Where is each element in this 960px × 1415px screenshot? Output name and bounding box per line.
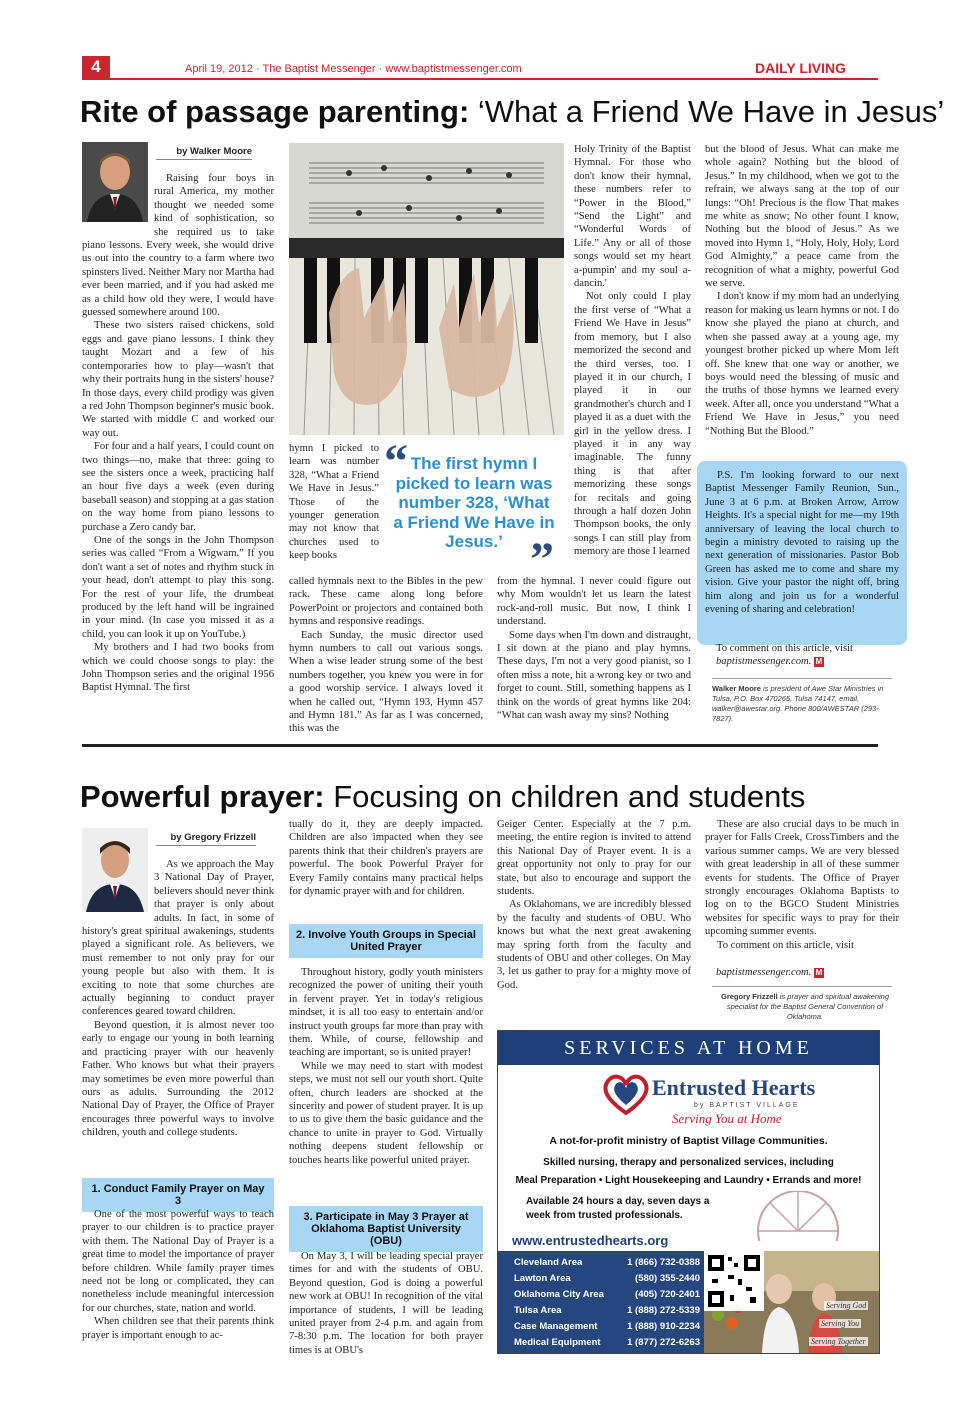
paragraph: Holy Trinity of the Baptist Hymnal. For those who don't know their hymnal, these numbers refer to “Power in the Blood,” “Send the Light” and “Wonderful Words of Life.” Any or all of those songs would set my heart a-pumpin' and my soul a-dancin.' [574,144,691,290]
article2-column-2-mid [289,966,483,1196]
article1-column-1 [82,172,274,740]
subhead-3: 3. Participate in May 3 Prayer at Oklahoma Baptist University (OBU) [289,1206,483,1252]
paragraph: Raising four boys in rural America, my mother thought we needed some kind of sophistication, so she required us to take piano lessons. Every week, she would drive us out into the country to a farm where two spinsters lived. Neither Mary nor Martha had ever been married, and if you had asked me as a child how old they were, I would have guessed somewhere around 100. [82,173,274,319]
article2-column-1-after [82,1208,274,1358]
article1-headline-bold: Rite of passage parenting: [80,94,470,129]
article1-column-3-bottom [497,575,691,740]
article2-column-2-top [289,818,483,914]
ad-mission: A not-for-profit ministry of Baptist Village Communities. [549,1135,828,1147]
bio-name: Walker Moore [712,684,761,693]
wheel-decoration-icon [708,1191,858,1241]
ad-tagline: Serving You at Home [672,1111,782,1126]
location-row: Medical Equipment 1 (877) 272-6263 [514,1337,700,1348]
subhead-2: 2. Involve Youth Groups in Special United Prayer [289,924,483,958]
paragraph: Not only could I play the first verse of “What a Friend We Have in Jesus” from memory, but I also memorized the second and the third verses, too. I played it in our church, I played it in our grandmother's church and I played it as a duet with the girl in the yellow dress. I played it in any way imaginable. The funny thing is that after memorizing these songs for recitals and going through a half dozen John Thompson books, the only songs I can still play from memory are those I learned [574,291,691,558]
location-row: Case Management 1 (888) 910-2234 [514,1321,700,1332]
close-quote-icon: ” [530,533,554,586]
article1-byline: by Walker Moore [156,146,252,160]
piano-hands-image [289,143,564,435]
location-row: Cleveland Area 1 (866) 732-0388 [514,1257,700,1268]
comment-text: To comment on this article, visit [716,643,853,654]
article1-column-3-top [574,143,691,575]
article-divider [82,744,878,747]
paragraph: Geiger Center. Especially at the 7 p.m. meeting, the entire region is invited to attend this National Day of Prayer event. It is a great opportunity not only to pray for our state, but also to encourage and support the students. [497,819,691,898]
pull-quote-text: The first hymn I picked to learn was number 328, ‘What a Friend We Have in Jesus.’ [393,454,555,551]
article2-column-1 [82,858,274,1170]
paragraph: For four and a half years, I could count on two things—no, make that three: going to see the sisters once a week, practicing half an hour five days a week (even during baseball season) and stopping at a gas station on the way home from piano lessons to purchase a Zero candy bar. [82,441,274,533]
bio-text: is president of Awe Star Ministries in Tulsa, P.O. Box 470265, Tulsa 74147, email, walker@awestar.org. Phone 800/AWESTAR (293-7827). [712,684,884,723]
sign-1: Serving God [826,1301,867,1310]
paragraph: Each Sunday, the music director used hymn numbers to call out various songs. When a wise leader strung some of the best numbers together, you knew you were in for a good worship service. I always loved it when he called out, “Hymn 193, Hymn 457 and Hymn 181.” As far as I was concerned, this was the [289,629,483,735]
subhead-1: 1. Conduct Family Prayer on May 3 [82,1178,274,1212]
paragraph: Throughout history, godly youth ministers recognized the power of uniting their youth in fervent prayer. Yet in today's religious mindset, it is all too easy to entertain and/or instruct youth groups far more than pray with them. While, of course, fellowship and teaching are important, so is united prayer! [289,967,483,1059]
article2-author-bio [712,992,898,1022]
paragraph: Some days when I'm down and distraught, I sit down at the piano and play hymns. These days, I'm not a very good pianist, so I often miss a note, hit a wrong key or two and forget to count. Still, something happens as I think on the words of great hymns like 204: “What can wash away my sins? Nothing [497,629,691,722]
ps-box [697,461,907,645]
piano-photo [289,143,564,435]
article2-headline-bold: Powerful prayer: [80,779,325,814]
bio-name: Gregory Frizzell [721,992,778,1001]
entrusted-hearts-ad[interactable] [497,1030,880,1354]
paragraph: These are also crucial days to be much in prayer for Falls Creek, CrossTimbers and the various summer camps. We are very blessed with great leadership in all of these summer events for students. The Office of Prayer strongly encourages Oklahoma Baptists to log on to the BGCO Student Ministries websites for specific ways to pray for their upcoming summer events. [705,819,899,938]
open-quote-icon: “ [384,435,408,488]
paragraph: When children see that their parents think prayer is important enough to ac- [82,1316,274,1341]
ps-text: P.S. I'm looking forward to our next Baptist Messenger Family Reunion, Sun., June 3 at 6 p.m. at Broken Arrow, Arrow Heights. It's a special night for me—my 19th anniversary of leaving the local church to begin a ministry devoted to raising up the next generation of missionaries. Pastor Bob Green has asked me to come and share my vision. Give your pastor the night off, bring him along and join us for a wonderful evening of sharing and celebration! [705,470,899,616]
header-rule [82,78,878,80]
section-label: DAILY LIVING [755,60,847,76]
paragraph: One of the songs in the John Thompson series was called “From a Wigwam.” If you don't want a set of notes and rhythm stuck in your head, don't attempt to play this song. For the rest of your life, the drumbeat produced by the left hand will be ingrained in your mind. (In case you missed it as a child, you can look it up on YouTube.) [82,534,274,640]
paragraph: As we approach the May 3 National Day of Prayer, believers should never think that prayer is only about adults. In fact, in some of history's great spiritual awakenings, students played a significant role. As believers, we must remember to not only pray for our young people but also with them. It is exciting to note that some churches are actually beginning to conduct prayer conferences geared toward children. [82,859,274,1018]
ad-photo [704,1251,879,1353]
messenger-logo-icon: M [815,656,823,666]
article2-column-3 [497,818,691,998]
article1-comment [716,642,896,669]
paragraph: While we may need to start with modest steps, we must not sell our youth short. Quite often, church leaders are shocked at the sincerity and power of student prayer. It is up to us to give them the basic guidance and the chance to unite in prayer to God. Virtually nothing deepens student fellowship or touches hearts like powerful united prayer. [289,1060,483,1166]
paragraph: tually do it, they are deeply impacted. Children are also impacted when they see parents think that their children's prayers are powerful. The book Powerful Prayer for Every Family contains many practical helps for dynamic prayer with and for children. [289,819,483,898]
article2-byline: by Gregory Frizzell [156,832,256,846]
article2-headline [80,779,805,815]
article2-column-2-end [289,1250,483,1358]
paragraph: These two sisters raised chickens, sold eggs and gave piano lessons. I think they taught Mozart and a few of his contemporaries how to play—wasn't that why their portraits hung in the sisters' house? In those days, every child prodigy was given a red John Thompson beginner's music book. We started with middle C and worked our way out. [82,320,274,439]
sign-2: Serving You [821,1319,860,1328]
header-website-link[interactable]: www.baptistmessenger.com [385,63,522,75]
paragraph: but the blood of Jesus. What can make me whole again? Nothing but the blood of Jesus.” In my childhood, when we got to the refrain, we always sang at the top of our lungs: “Oh! Precious is the flow That makes me white as snow; No other fount I know, Nothing but the blood of Jesus.” As we moved into Hymn 1, “Holy, Holy, Holy, Lord God Almighty,” a peace came from the recognition of what a mighty, powerful God we serve. [705,144,899,290]
ad-banner: SERVICES AT HOME [498,1031,879,1065]
comment-link[interactable]: baptistmessenger.com. [716,967,812,978]
ad-services: Meal Preparation • Light Housekeeping and Laundry • Errands and more! [515,1175,862,1186]
location-row: Lawton Area (580) 355-2440 [514,1273,700,1284]
ad-services-lead: Skilled nursing, therapy and personalized services, including [543,1157,834,1168]
paragraph: To comment on this article, visit [717,939,854,951]
paragraph: Beyond question, it is almost never too early to engage our young in both learning and practicing prayer with our heavenly Father. Who knows but what their prayers may sometimes be even more powerful than ours as adults. Surrounding the 2012 National Day of Prayer, the Office of Prayer encourages three powerful ways to involve children, youth and college students. [82,1019,274,1139]
heart-logo-icon [602,1071,650,1115]
publication-name: The Baptist Messenger [262,63,376,75]
paragraph: One of the most powerful ways to teach prayer to our children is to practice prayer with them. The National Day of Prayer is a great time to model the importance of prayer before children. While family prayer times need not be long or complicated, they can nonetheless include meaningful intercession for our churches, state, nation and world. [82,1209,274,1314]
comment-link[interactable]: baptistmessenger.com. [716,656,812,668]
sign-3: Serving Together [811,1337,866,1346]
article2-headline-rest: Focusing on children and students [324,779,806,814]
issue-date: April 19, 2012 [185,63,253,75]
article1-author-bio [712,684,898,724]
paragraph: called hymnals next to the Bibles in the pew rack. These came along long before PowerPoint or projectors and contained both hymns and responsive readings. [289,576,483,628]
paragraph: On May 3, I will be leading special prayer times for and with the students of OBU. Beyond question, God is doing a powerful new work at OBU! In recognition of the vital importance of students, I will be leading united prayer from 2-4 p.m. and again from 7-8:30 p.m. The location for both prayer times is at OBU's [289,1251,483,1356]
paragraph: As Oklahomans, we are incredibly blessed by the faculty and students of OBU. Who knows but what the next great awakening may spring forth from the faculty and students of OBU and other colleges. On May 3, let us gather to pray for a mighty move of God. [497,899,691,991]
article1-column-2-lead [289,442,379,574]
bio-text: is prayer and spiritual awakening specialist for the Baptist General Convention of Oklahoma. [726,992,889,1021]
ad-website-link[interactable]: www.entrustedhearts.org [512,1233,669,1248]
messenger-logo-icon: M [815,967,823,977]
article1-headline-rest: ‘What a Friend We Have in Jesus’ [469,94,945,129]
paragraph: My brothers and I had two books from which we could choose songs to play: the John Thompson series and the original 1956 Baptist Hymnal. The first [82,642,274,694]
location-row: Tulsa Area 1 (888) 272-5339 [514,1305,700,1316]
paragraph: hymn I picked to learn was number 328, “What a Friend We Have in Jesus.” Those of the younger generation may not know that churches used to keep books [289,443,379,562]
ad-decor [708,1191,858,1241]
ad-brand-sub: by BAPTIST VILLAGE [694,1102,800,1109]
article2-comment [716,966,896,979]
ad-availability: Available 24 hours a day, seven days a week from trusted professionals. [526,1196,710,1221]
paragraph: I don't know if my mom had an underlying reason for making us learn hymns or not. I do know she played the piano at church, and when she passed away at a young age, my youngest brother picked up where Mom left off. She knew that one way or another, we boys would need the blessing of music and the truths of those hymns we learned every week. After all, once you understand “What a Friend We Have in Jesus,” you need “Nothing But the Blood.” [705,291,899,437]
paragraph: from the hymnal. I never could figure out why Mom wouldn't let us learn the latest rock-and-roll music. But now, I think I understand. [497,576,691,628]
ad-brand: Entrusted Hearts [652,1075,816,1100]
header-info: April 19, 2012 · The Baptist Messenger · www.baptistmessenger.com [185,63,522,75]
pull-quote [384,435,560,586]
page-number: 4 [82,56,110,78]
article1-column-4 [705,143,899,459]
article1-headline [80,94,944,130]
location-row: Oklahoma City Area (405) 720-2401 [514,1289,700,1300]
article1-column-2 [289,575,483,740]
article2-column-4 [705,818,899,968]
ad-phone-list [498,1251,704,1353]
